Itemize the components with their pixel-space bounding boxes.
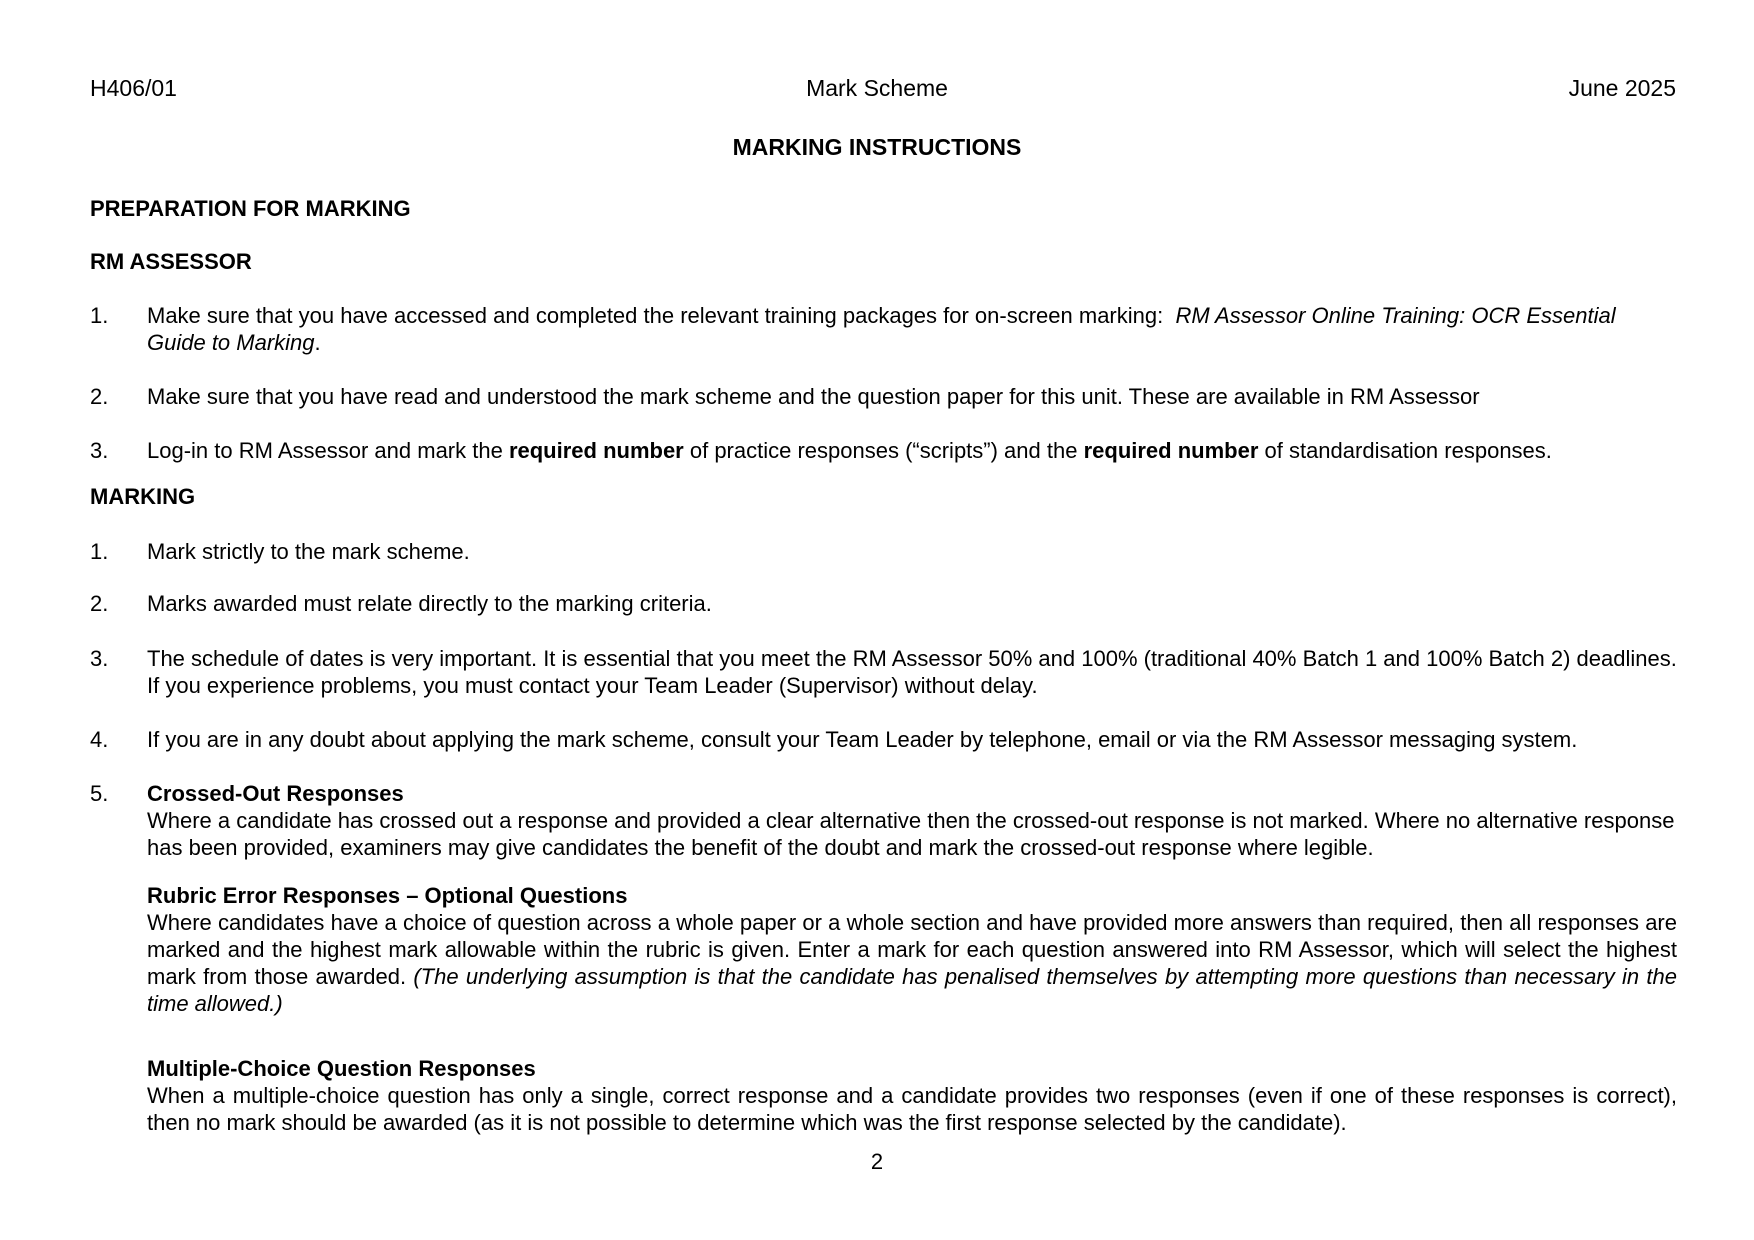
rubric-error-heading: Rubric Error Responses – Optional Questions xyxy=(147,883,628,908)
prep-item-3-number: 3. xyxy=(90,438,109,463)
prep-item-3-text: Log-in to RM Assessor and mark the required number of practice responses (“scripts”) and the required number of standardisation responses. xyxy=(147,438,1552,463)
marking-heading: MARKING xyxy=(90,484,196,509)
marking-item-3-number: 3. xyxy=(90,646,109,671)
page-number: 2 xyxy=(870,1149,884,1174)
header-date: June 2025 xyxy=(1568,75,1676,101)
mcq-text: When a multiple-choice question has only a single, correct response and a candidate provides two responses (even if one of these responses is correct), then no mark should be awarded (as it is not possible to determine which was the first response selected by the candidate). xyxy=(147,1083,1677,1135)
rubric-error-text: Where candidates have a choice of question across a whole paper or a whole section and have provided more answers than required, then all responses are marked and the highest mark allowable within the rubric is given. Enter a mark for each question answered into RM Assessor, which will select the highest mark from those awarded. (The underlying assumption is that the candidate has penalised themselves by attempting more questions than necessary in the time allowed.) xyxy=(147,910,1677,1016)
page-title: MARKING INSTRUCTIONS xyxy=(732,134,1022,160)
rm-assessor-heading: RM ASSESSOR xyxy=(90,249,252,274)
prep-item-2-text: Make sure that you have read and understood the mark scheme and the question paper for this unit. These are available in RM Assessor xyxy=(147,384,1480,409)
marking-item-2-number: 2. xyxy=(90,591,109,616)
marking-item-4-number: 4. xyxy=(90,727,109,752)
prep-item-2-number: 2. xyxy=(90,384,109,409)
marking-item-5-number: 5. xyxy=(90,781,109,806)
crossed-out-text: Where a candidate has crossed out a response and provided a clear alternative then the crossed-out response is not marked. Where no alternative response has been provided, examiners may give candidates the benefit of the doubt and mark the crossed-out response where legible. xyxy=(147,808,1675,860)
marking-item-1-number: 1. xyxy=(90,539,109,564)
header-paper-code: H406/01 xyxy=(90,75,177,101)
header-document-type: Mark Scheme xyxy=(806,75,948,101)
marking-item-2-text: Marks awarded must relate directly to the marking criteria. xyxy=(147,591,712,616)
preparation-heading: PREPARATION FOR MARKING xyxy=(90,196,411,221)
mcq-heading: Multiple-Choice Question Responses xyxy=(147,1056,536,1081)
marking-item-1-text: Mark strictly to the mark scheme. xyxy=(147,539,470,564)
marking-item-3-text: The schedule of dates is very important. It is essential that you meet the RM Assessor 50% and 100% (traditional 40% Batch 1 and 100% Batch 2) deadlines. If you experience problems, you must contact your Team Leader (Supervisor) without delay. xyxy=(147,646,1677,698)
prep-item-1-text: Make sure that you have accessed and completed the relevant training packages for on-screen marking: RM Assessor Online Training: OCR Essential Guide to Marking. xyxy=(147,303,1616,355)
prep-item-1-number: 1. xyxy=(90,303,109,328)
marking-item-4-text: If you are in any doubt about applying the mark scheme, consult your Team Leader by telephone, email or via the RM Assessor messaging system. xyxy=(147,727,1578,752)
training-guide-title: RM Assessor Online Training: OCR Essential Guide to Marking xyxy=(147,303,1616,355)
crossed-out-heading: Crossed-Out Responses xyxy=(147,781,404,806)
